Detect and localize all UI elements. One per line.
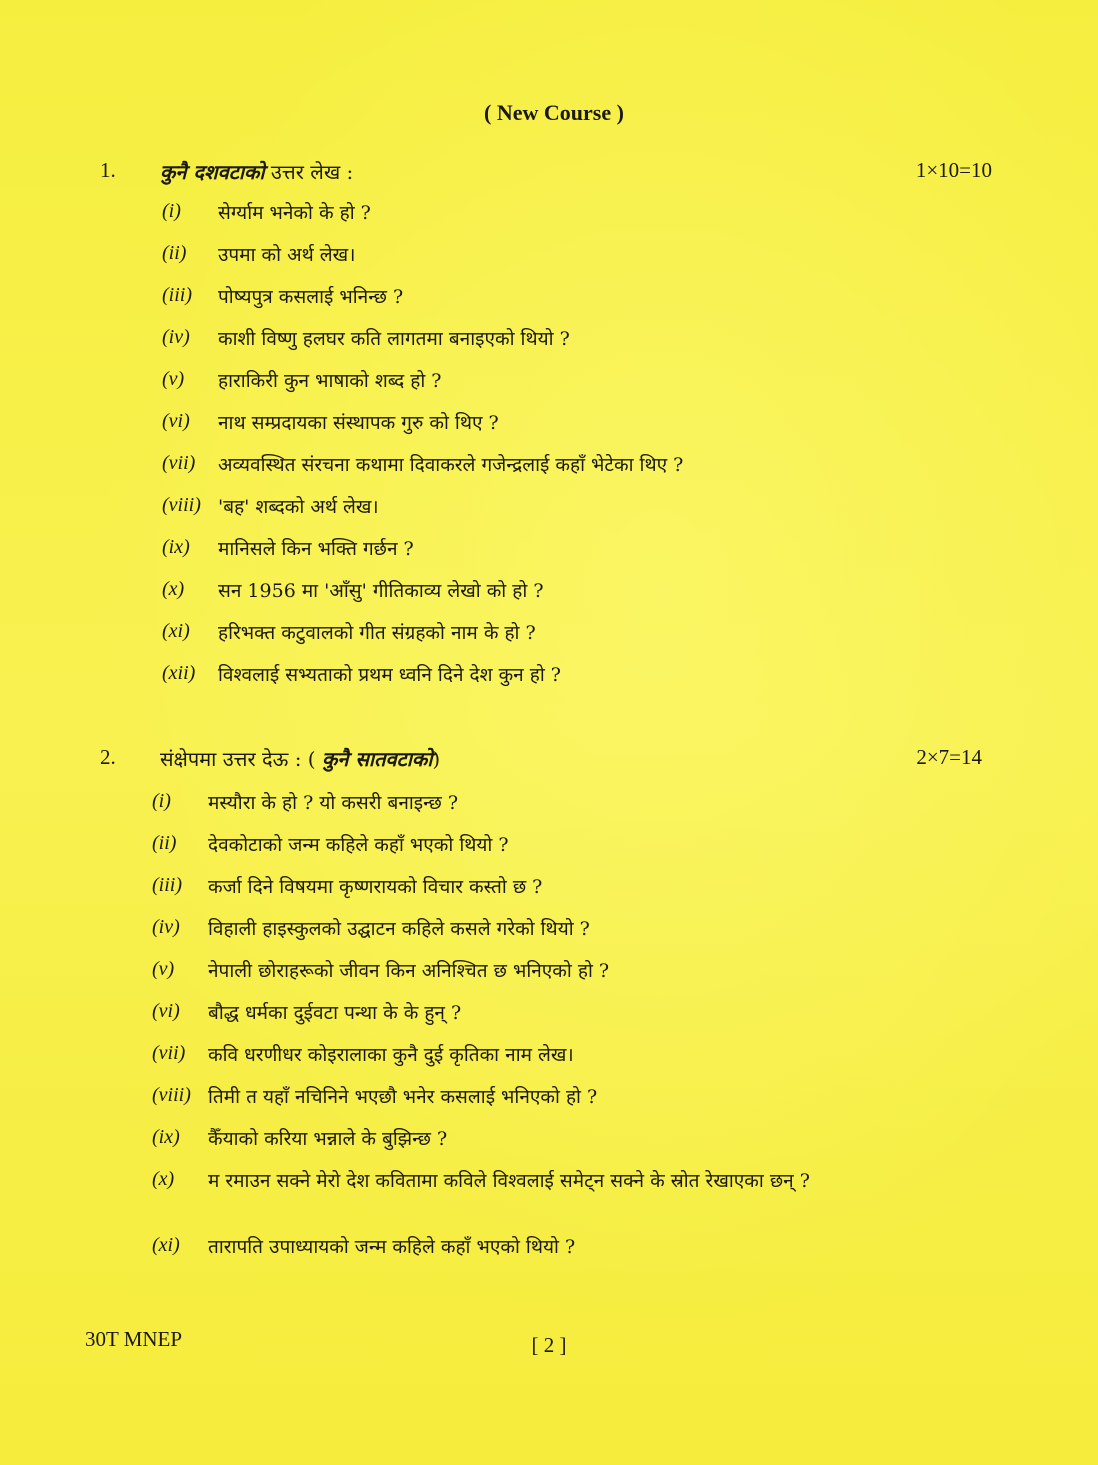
question-2-header (100, 745, 1000, 777)
question-item-number: (iv) (152, 916, 180, 938)
question-1-instruction (160, 158, 353, 185)
page-number: [ 2 ] (531, 1333, 567, 1357)
question-item-text: अव्यवस्थित संरचना कथामा दिवाकरले गजेन्द्रलाई कहाँ भेटेका थिए ? (218, 454, 684, 476)
question-item-text: उपमा को अर्थ लेख। (218, 244, 356, 266)
question-item-text: कवि धरणीधर कोइरालाका कुनै दुई कृतिका नाम लेख। (208, 1044, 574, 1066)
question-item-text: कर्जा दिने विषयमा कृष्णरायको विचार कस्तो छ ? (208, 876, 543, 898)
question-item-number: (v) (162, 368, 185, 390)
question-item-number: (xi) (152, 1234, 180, 1256)
question-2-number: 2. (100, 745, 116, 769)
paper-code: 30T MNEP (85, 1327, 183, 1351)
question-item-number: (viii) (152, 1084, 191, 1106)
question-item-number: (ix) (162, 536, 190, 558)
question-item (140, 830, 990, 872)
question-item-text: नेपाली छोराहरूको जीवन किन अनिश्चित छ भनिएको हो ? (208, 960, 610, 982)
question-item-number: (iv) (162, 326, 190, 348)
question-item-number: (i) (162, 200, 181, 222)
question-item-number: (xi) (162, 620, 190, 642)
question-item-text: कैँयाको करिया भन्नाले के बुझिन्छ ? (208, 1128, 448, 1150)
question-item-number: (x) (152, 1168, 175, 1190)
course-heading-text: ( New Course ) (484, 100, 624, 125)
question-item (140, 998, 990, 1040)
question-item-text: काशी विष्णु हलघर कति लागतमा बनाइएको थियो ? (218, 328, 570, 350)
question-2-instruction-close: ) (432, 747, 441, 771)
question-item-text: मस्यौरा के हो ? यो कसरी बनाइन्छ ? (208, 792, 459, 814)
question-item-number: (ix) (152, 1126, 180, 1148)
question-item (150, 366, 990, 408)
question-item (150, 240, 990, 282)
question-item-number: (viii) (162, 494, 201, 516)
question-item (150, 282, 990, 324)
question-item-number: (ii) (162, 242, 187, 264)
question-item-text: बौद्ध धर्मका दुईवटा पन्था के के हुन् ? (208, 1002, 462, 1024)
question-item-number: (iii) (152, 874, 182, 896)
question-2-instruction (160, 745, 440, 772)
question-item-text: 'बह' शब्दको अर्थ लेख। (218, 496, 379, 518)
question-item-number: (vi) (162, 410, 190, 432)
question-item (150, 660, 990, 702)
question-item-text: तिमी त यहाँ नचिनिने भएछौ भनेर कसलाई भनिएको हो ? (208, 1086, 598, 1108)
question-item (150, 408, 990, 450)
question-item-text: म रमाउन सक्ने मेरो देश कवितामा कविले विश्वलाई समेट्न सक्ने के स्रोत रेखाएका छन् ? (208, 1170, 810, 1192)
question-item (150, 492, 990, 534)
question-2-instruction-text: संक्षेपमा उत्तर देऊ : ( (160, 747, 322, 771)
question-2-instruction-emphasis: कुनै सातवटाको (321, 747, 433, 771)
question-item (150, 576, 990, 618)
question-item-number: (vii) (152, 1042, 186, 1064)
question-item-number: (vii) (162, 452, 196, 474)
question-1-marks: 1×10=10 (915, 158, 992, 182)
question-item (150, 450, 990, 492)
question-item-number: (i) (152, 790, 171, 812)
question-1-items (150, 198, 990, 702)
question-item (140, 1124, 990, 1166)
question-1-instruction-text: उत्तर लेख : (264, 160, 354, 184)
question-item-text: पोष्यपुत्र कसलाई भनिन्छ ? (218, 286, 404, 308)
question-item (150, 534, 990, 576)
question-item (140, 1082, 990, 1124)
question-item-text: विश्वलाई सभ्यताको प्रथम ध्वनि दिने देश कुन हो ? (218, 664, 561, 686)
question-item-text: देवकोटाको जन्म कहिले कहाँ भएको थियो ? (208, 834, 509, 856)
question-item (150, 618, 990, 660)
question-item-text: सन 1956 मा 'आँसु' गीतिकाव्य लेखो को हो ? (218, 580, 544, 602)
question-item (140, 788, 990, 830)
question-item (140, 956, 990, 998)
course-heading (0, 100, 1098, 126)
question-item (140, 872, 990, 914)
question-item (150, 198, 990, 240)
question-item (140, 1232, 990, 1274)
question-item (140, 1166, 990, 1232)
question-item-text: मानिसले किन भक्ति गर्छन ? (218, 538, 414, 560)
question-item-text: तारापति उपाध्यायको जन्म कहिले कहाँ भएको थियो ? (208, 1236, 576, 1258)
question-item (140, 1040, 990, 1082)
question-item-number: (xii) (162, 662, 196, 684)
question-item-number: (ii) (152, 832, 177, 854)
question-item-text: नाथ सम्प्रदायका संस्थापक गुरु को थिए ? (218, 412, 499, 434)
question-2-marks: 2×7=14 (916, 745, 982, 769)
question-item-text: हाराकिरी कुन भाषाको शब्द हो ? (218, 370, 442, 392)
question-item-number: (iii) (162, 284, 192, 306)
question-item-number: (vi) (152, 1000, 180, 1022)
question-1-number: 1. (100, 158, 116, 182)
question-2-items (140, 788, 990, 1274)
question-item (140, 914, 990, 956)
question-item (150, 324, 990, 366)
question-item-text: विहाली हाइस्कुलको उद्घाटन कहिले कसले गरेको थियो ? (208, 918, 590, 940)
question-item-number: (v) (152, 958, 175, 980)
question-1-instruction-emphasis: कुनै दशवटाको (160, 160, 265, 184)
question-1-header (100, 158, 1000, 190)
question-item-text: हरिभक्त कटुवालको गीत संग्रहको नाम के हो ? (218, 622, 536, 644)
question-item-text: सेर्ग्याम भनेको के हो ? (218, 202, 371, 224)
question-item-number: (x) (162, 578, 185, 600)
